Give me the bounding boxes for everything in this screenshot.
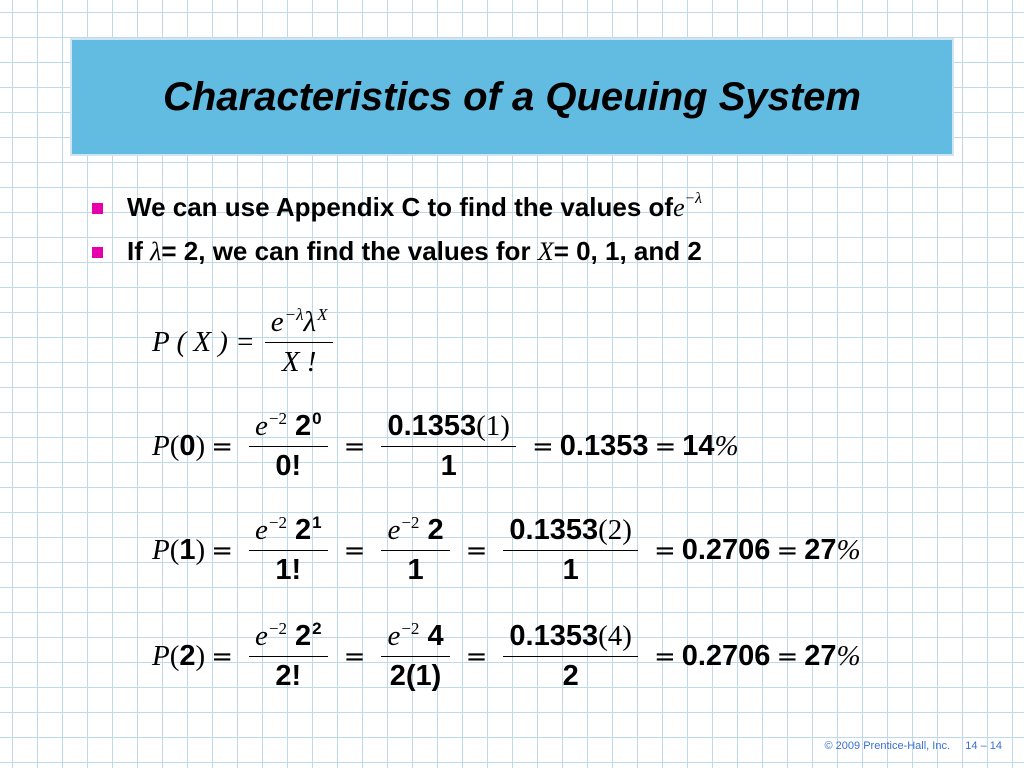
bullet-marker — [92, 203, 103, 214]
percent-value: 14 — [682, 430, 715, 463]
e-symbol: e — [270, 306, 284, 338]
bullet-marker — [92, 247, 103, 258]
denominator: 1! — [275, 554, 302, 587]
equals-sign: = — [343, 431, 366, 462]
e-symbol: e — [387, 620, 401, 652]
equals-sign: = — [531, 431, 554, 462]
result-value: 0.2706 — [681, 640, 771, 673]
fraction-bar — [503, 550, 638, 551]
exponent: 1 — [312, 513, 322, 532]
bullet-text: We can use Appendix C to find the values of — [127, 192, 674, 222]
numerator-factor: (4) — [598, 620, 632, 652]
lambda-symbol: λ — [303, 306, 317, 338]
numerator-value: 0.1353 — [387, 410, 477, 442]
page-number: 14 – 14 — [965, 740, 1002, 752]
exponent: 2 — [312, 619, 322, 638]
fraction-bar — [265, 342, 334, 343]
title-banner — [70, 38, 954, 156]
fraction-bar — [381, 656, 449, 657]
denominator: 2(1) — [389, 660, 442, 693]
fraction-bar — [249, 550, 328, 551]
fraction — [249, 514, 328, 588]
denominator: 0! — [275, 450, 302, 483]
base: 2 — [295, 514, 312, 546]
argument: 0 — [179, 430, 196, 463]
e-symbol: e — [255, 514, 268, 546]
equation-p0: P ( 0 ) = e −2 2 0 0! = 0.1353 (1) 1 = 0.1353 = 14 % — [152, 409, 739, 483]
bullet-text-mid: = 2, we can find the values for — [161, 236, 531, 266]
equation-p1: P ( 1 ) = e −2 2 1 1! = e −2 2 1 = 0.1353 (2) 1 = 0.2706 = 27 % — [152, 513, 861, 587]
denominator: 2! — [275, 660, 302, 693]
x-variable: X — [537, 236, 554, 266]
exponent: 0 — [312, 409, 322, 428]
equation-p2: P ( 2 ) = e −2 2 2 2! = e −2 4 2(1) = 0.1353 (4) 2 = 0.2706 = 27 % — [152, 619, 861, 693]
fraction — [503, 620, 638, 694]
copyright-text: © 2009 Prentice-Hall, Inc. — [824, 740, 951, 752]
equals-sign: = — [776, 535, 799, 566]
fraction-bar — [249, 446, 328, 447]
e-symbol: e — [387, 514, 401, 546]
e-symbol: e — [255, 410, 268, 442]
result-value: 0.2706 — [681, 534, 771, 567]
numerator-factor: (2) — [598, 514, 632, 546]
fraction — [249, 410, 328, 484]
fraction-bar — [381, 550, 449, 551]
e-symbol: e — [673, 192, 685, 222]
percent-sign: % — [836, 534, 861, 567]
equals-sign: = — [343, 641, 366, 672]
denominator: X ! — [281, 346, 317, 379]
exponent: X — [317, 305, 328, 324]
equals-sign: = — [211, 641, 233, 672]
equals-sign: = — [465, 535, 488, 566]
base: 2 — [427, 514, 444, 546]
exponent: −2 — [268, 619, 287, 638]
argument: 1 — [179, 534, 196, 567]
numerator-factor: (1) — [476, 410, 510, 442]
exponent: −λ — [284, 305, 304, 324]
percent-value: 27 — [804, 534, 837, 567]
denominator: 1 — [440, 450, 457, 483]
bullet-appendix — [92, 189, 702, 223]
denominator: 2 — [562, 660, 579, 693]
fraction-bar — [249, 656, 328, 657]
exponent: −2 — [401, 619, 420, 638]
slide-footer — [825, 740, 1002, 752]
equals-sign: = — [465, 641, 488, 672]
denominator: 1 — [562, 554, 579, 587]
p-symbol: P — [152, 640, 170, 673]
slide-title: Characteristics of a Queuing System — [162, 74, 861, 119]
lambda-symbol: λ — [150, 236, 162, 266]
equation-general — [152, 306, 343, 380]
fraction — [503, 514, 638, 588]
fraction — [381, 514, 449, 588]
argument: 2 — [179, 640, 196, 673]
exponent: −2 — [268, 409, 287, 428]
fraction — [381, 410, 516, 484]
neg-lambda-exponent: −λ — [684, 189, 702, 207]
equals-sign: = — [653, 535, 676, 566]
denominator: 1 — [407, 554, 424, 587]
fraction — [265, 306, 334, 380]
equals-sign: = — [211, 535, 233, 566]
base: 2 — [295, 410, 312, 442]
fraction — [249, 620, 328, 694]
equation-lhs: P ( X ) = — [152, 326, 255, 359]
p-symbol: P — [152, 534, 170, 567]
bullet-text-post: = 0, 1, and 2 — [553, 236, 702, 266]
exponent: −2 — [268, 513, 287, 532]
exponent: −2 — [401, 513, 420, 532]
percent-value: 27 — [804, 640, 837, 673]
equals-sign: = — [654, 431, 677, 462]
numerator-value: 0.1353 — [509, 514, 599, 546]
base: 2 — [295, 620, 312, 652]
equals-sign: = — [343, 535, 366, 566]
p-symbol: P — [152, 430, 170, 463]
percent-sign: % — [836, 640, 861, 673]
fraction — [381, 620, 449, 694]
result-value: 0.1353 — [559, 430, 649, 463]
bullet-text-pre: If — [127, 236, 143, 266]
percent-sign: % — [714, 430, 739, 463]
e-symbol: e — [255, 620, 268, 652]
fraction-bar — [503, 656, 638, 657]
equals-sign: = — [653, 641, 676, 672]
equals-sign: = — [776, 641, 799, 672]
base: 4 — [427, 620, 444, 652]
bullet-lambda — [92, 236, 702, 267]
numerator-value: 0.1353 — [509, 620, 599, 652]
fraction-bar — [381, 446, 516, 447]
equals-sign: = — [211, 431, 233, 462]
